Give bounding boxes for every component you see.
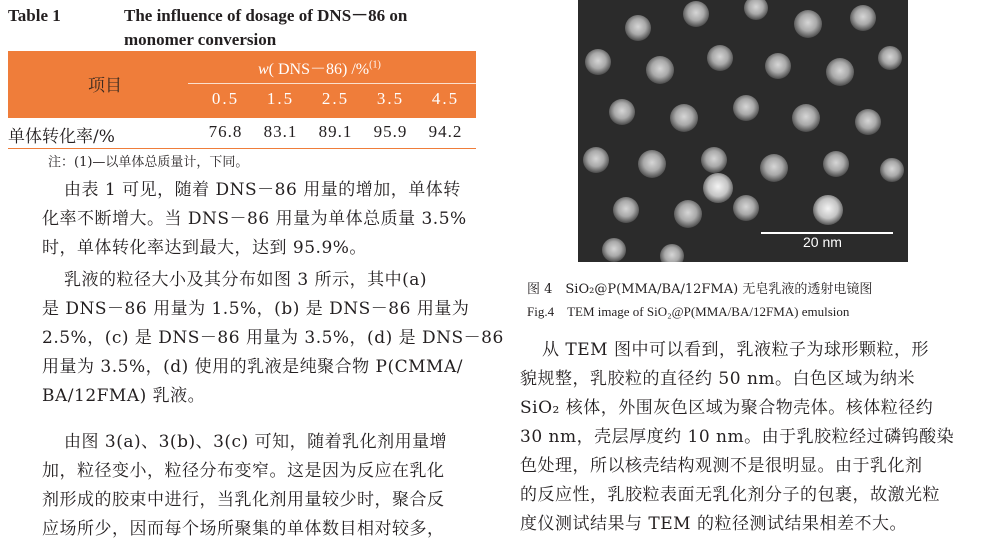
text-line: 2.5%，(c) 是 DNS－86 用量为 3.5%，(d) 是 DNS－86 bbox=[42, 328, 504, 348]
conversion-value: 83.1 bbox=[263, 122, 298, 141]
text-line: 加，粒径变小，粒径分布变窄。这是因为反应在乳化 bbox=[42, 461, 445, 481]
dosage-value: 2.5 bbox=[321, 89, 350, 108]
dosage-label: ( DNS－86) /% bbox=[268, 61, 370, 78]
dosage-value: 0.5 bbox=[211, 89, 240, 108]
paragraph-4 bbox=[520, 336, 954, 539]
table-row bbox=[8, 118, 476, 149]
figure-caption-cn: 图 4 SiO₂@P(MMA/BA/12FMA) 无皂乳液的透射电镜图 bbox=[527, 282, 873, 297]
dosage-value: 4.5 bbox=[431, 89, 460, 108]
conversion-values bbox=[198, 122, 476, 142]
text-line: 是 DNS－86 用量为 1.5%，(b) 是 DNS－86 用量为 bbox=[42, 299, 470, 319]
header-item-label: 项目 bbox=[88, 76, 122, 96]
dosage-symbol: w bbox=[258, 61, 269, 78]
text-line: 度仪测试结果与 TEM 的粒径测试结果相差不大。 bbox=[520, 514, 907, 534]
dosage-value: 3.5 bbox=[376, 89, 405, 108]
table-header bbox=[8, 51, 476, 118]
text-line: BA/12FMA) 乳液。 bbox=[42, 386, 206, 406]
dosage-value: 1.5 bbox=[266, 89, 295, 108]
dosage-values bbox=[198, 89, 476, 109]
conversion-value: 95.9 bbox=[373, 122, 408, 141]
figure-caption-en: Fig.4 TEM image of SiO₂@P(MMA/BA/12FMA) emulsion bbox=[527, 304, 850, 319]
text-line: 色处理，所以核壳结构观测不是很明显。由于乳化剂 bbox=[520, 456, 923, 476]
scale-bar-label: 20 nm bbox=[803, 234, 842, 250]
paragraph-3 bbox=[42, 428, 447, 544]
text-line: 时，单体转化率达到最大，达到 95.9%。 bbox=[42, 238, 367, 258]
text-line: 用量为 3.5%，(d) 使用的乳液是纯聚合物 P(CMMA/ bbox=[42, 357, 463, 377]
text-line: 由图 3(a)、3(b)、3(c) 可知，随着乳化剂用量增 bbox=[64, 432, 448, 452]
text-line: 乳液的粒径大小及其分布如图 3 所示，其中(a) bbox=[64, 270, 428, 290]
tem-image bbox=[578, 0, 908, 262]
text-line: SiO₂ 核体，外围灰色区域为聚合物壳体。核体粒径约 bbox=[520, 398, 934, 418]
text-line: 由表 1 可见，随着 DNS－86 用量的增加，单体转 bbox=[64, 180, 461, 200]
row-label: 单体转化率/% bbox=[8, 127, 115, 147]
dosage-header bbox=[258, 56, 381, 79]
dosage-footnote-mark: (1) bbox=[369, 59, 381, 71]
conversion-value: 76.8 bbox=[208, 122, 243, 141]
header-divider bbox=[188, 83, 476, 84]
paragraph-2 bbox=[42, 266, 504, 411]
conversion-value: 94.2 bbox=[428, 122, 463, 141]
table-title-line-2: monomer conversion bbox=[124, 30, 277, 49]
text-line: 貌规整，乳胶粒的直径约 50 nm。白色区域为纳米 bbox=[520, 369, 916, 389]
table-number: Table 1 bbox=[8, 6, 61, 25]
text-line: 应场所少，因而每个场所聚集的单体数目相对较多， bbox=[42, 519, 445, 539]
table-title bbox=[8, 4, 407, 52]
table-title-line-1: The influence of dosage of DNS－86 on bbox=[124, 6, 408, 25]
paragraph-1 bbox=[42, 176, 467, 263]
text-line: 从 TEM 图中可以看到，乳液粒子为球形颗粒，形 bbox=[542, 340, 929, 360]
conversion-value: 89.1 bbox=[318, 122, 353, 141]
tem-particles bbox=[578, 0, 908, 262]
text-line: 剂形成的胶束中进行，当乳化剂用量较少时，聚合反 bbox=[42, 490, 445, 510]
text-line: 化率不断增大。当 DNS－86 用量为单体总质量 3.5% bbox=[42, 209, 467, 229]
text-line: 30 nm，壳层厚度约 10 nm。由于乳胶粒经过磷钨酸染 bbox=[520, 427, 955, 447]
text-line: 的反应性，乳胶粒表面无乳化剂分子的包裹，故激光粒 bbox=[520, 485, 940, 505]
table-note: 注：(1)—以单体总质量计，下同。 bbox=[48, 155, 249, 170]
